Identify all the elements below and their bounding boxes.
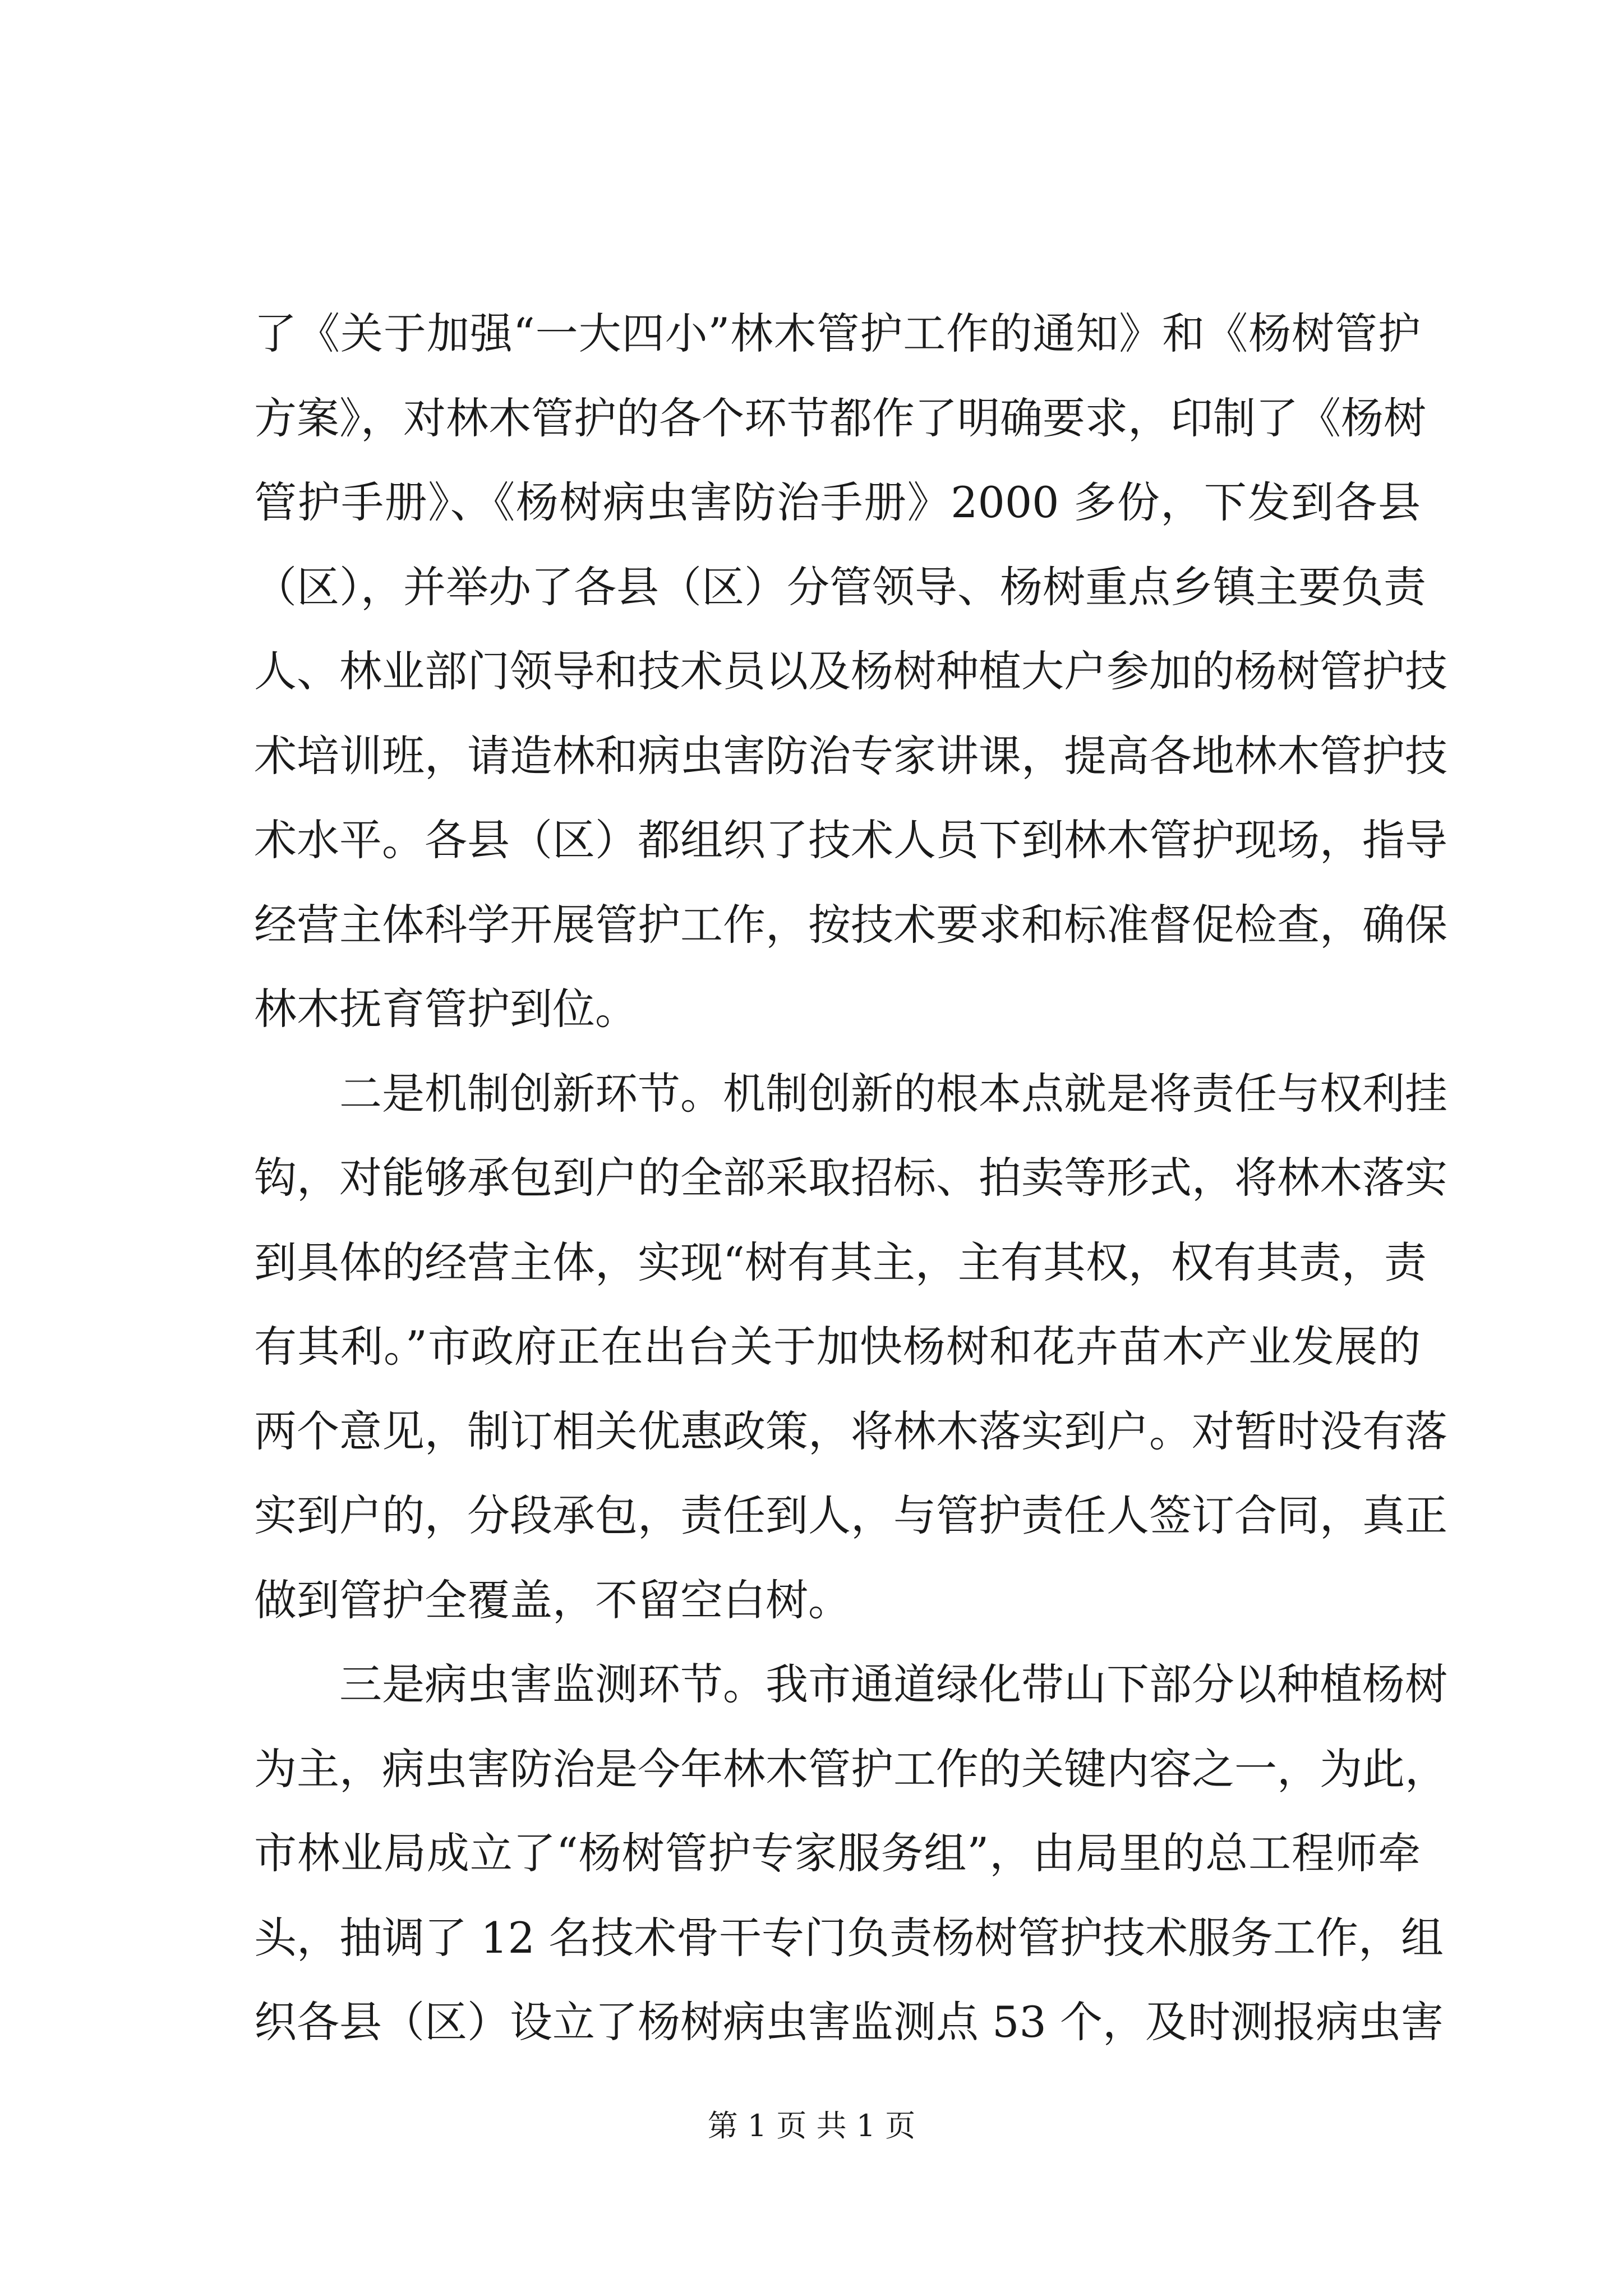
text-line: 方案》，对林木管护的各个环节都作了明确要求，印制了《杨树 (254, 393, 1426, 443)
text-line: 林木抚育管护到位。 (254, 984, 638, 1034)
text-line: 为主，病虫害防治是今年林木管护工作的关键内容之一，为此， (254, 1743, 1447, 1794)
text-line: 有其利。”市政府正在出台关于加快杨树和花卉苗木产业发展的 (254, 1322, 1421, 1372)
text-line: 人、林业部门领导和技术员以及杨树种植大户参加的杨树管护技 (254, 646, 1447, 696)
text-line: 两个意见，制订相关优惠政策，将林木落实到户。对暂时没有落 (254, 1406, 1447, 1456)
text-line: 术培训班，请造林和病虫害防治专家讲课，提高各地林木管护技 (254, 730, 1447, 781)
paragraph-2 (254, 1052, 1447, 1643)
page-footer (0, 2106, 1623, 2146)
text-line: 到具体的经营主体，实现“树有其主，主有其权，权有其责，责 (254, 1237, 1427, 1287)
body-text (254, 292, 1447, 2065)
page-number-label: 第 1 页 共 1 页 (707, 2108, 916, 2143)
text-line: 做到管护全覆盖，不留空白树。 (254, 1575, 851, 1625)
text-line: 钩，对能够承包到户的全部采取招标、拍卖等形式，将林木落实 (254, 1153, 1447, 1203)
text-line: 术水平。各县（区）都组织了技术人员下到林木管护现场，指导 (254, 815, 1447, 865)
text-line: 头，抽调了 12 名技术骨干专门负责杨树管护技术服务工作，组 (254, 1912, 1444, 1963)
text-line: 织各县（区）设立了杨树病虫害监测点 53 个，及时测报病虫害 (254, 1997, 1444, 2047)
text-line: （区），并举办了各县（区）分管领导、杨树重点乡镇主要负责 (254, 562, 1426, 612)
text-line: 二是机制创新环节。机制创新的根本点就是将责任与权利挂 (339, 1068, 1447, 1119)
paragraph-3 (254, 1642, 1447, 2065)
text-line: 了《关于加强“一大四小”林木管护工作的通知》和《杨树管护 (254, 309, 1421, 358)
text-line: 实到户的，分段承包，责任到人，与管护责任人签订合同，真正 (254, 1490, 1447, 1540)
text-line: 经营主体科学开展管护工作，按技术要求和标准督促检查，确保 (254, 899, 1447, 950)
text-line: 市林业局成立了“杨树管护专家服务组”，由局里的总工程师牵 (254, 1828, 1421, 1878)
paragraph-1 (254, 292, 1447, 1052)
text-line: 三是病虫害监测环节。我市通道绿化带山下部分以种植杨树 (339, 1659, 1447, 1709)
text-line: 管护手册》、《杨树病虫害防治手册》2000 多份，下发到各县 (254, 477, 1421, 527)
